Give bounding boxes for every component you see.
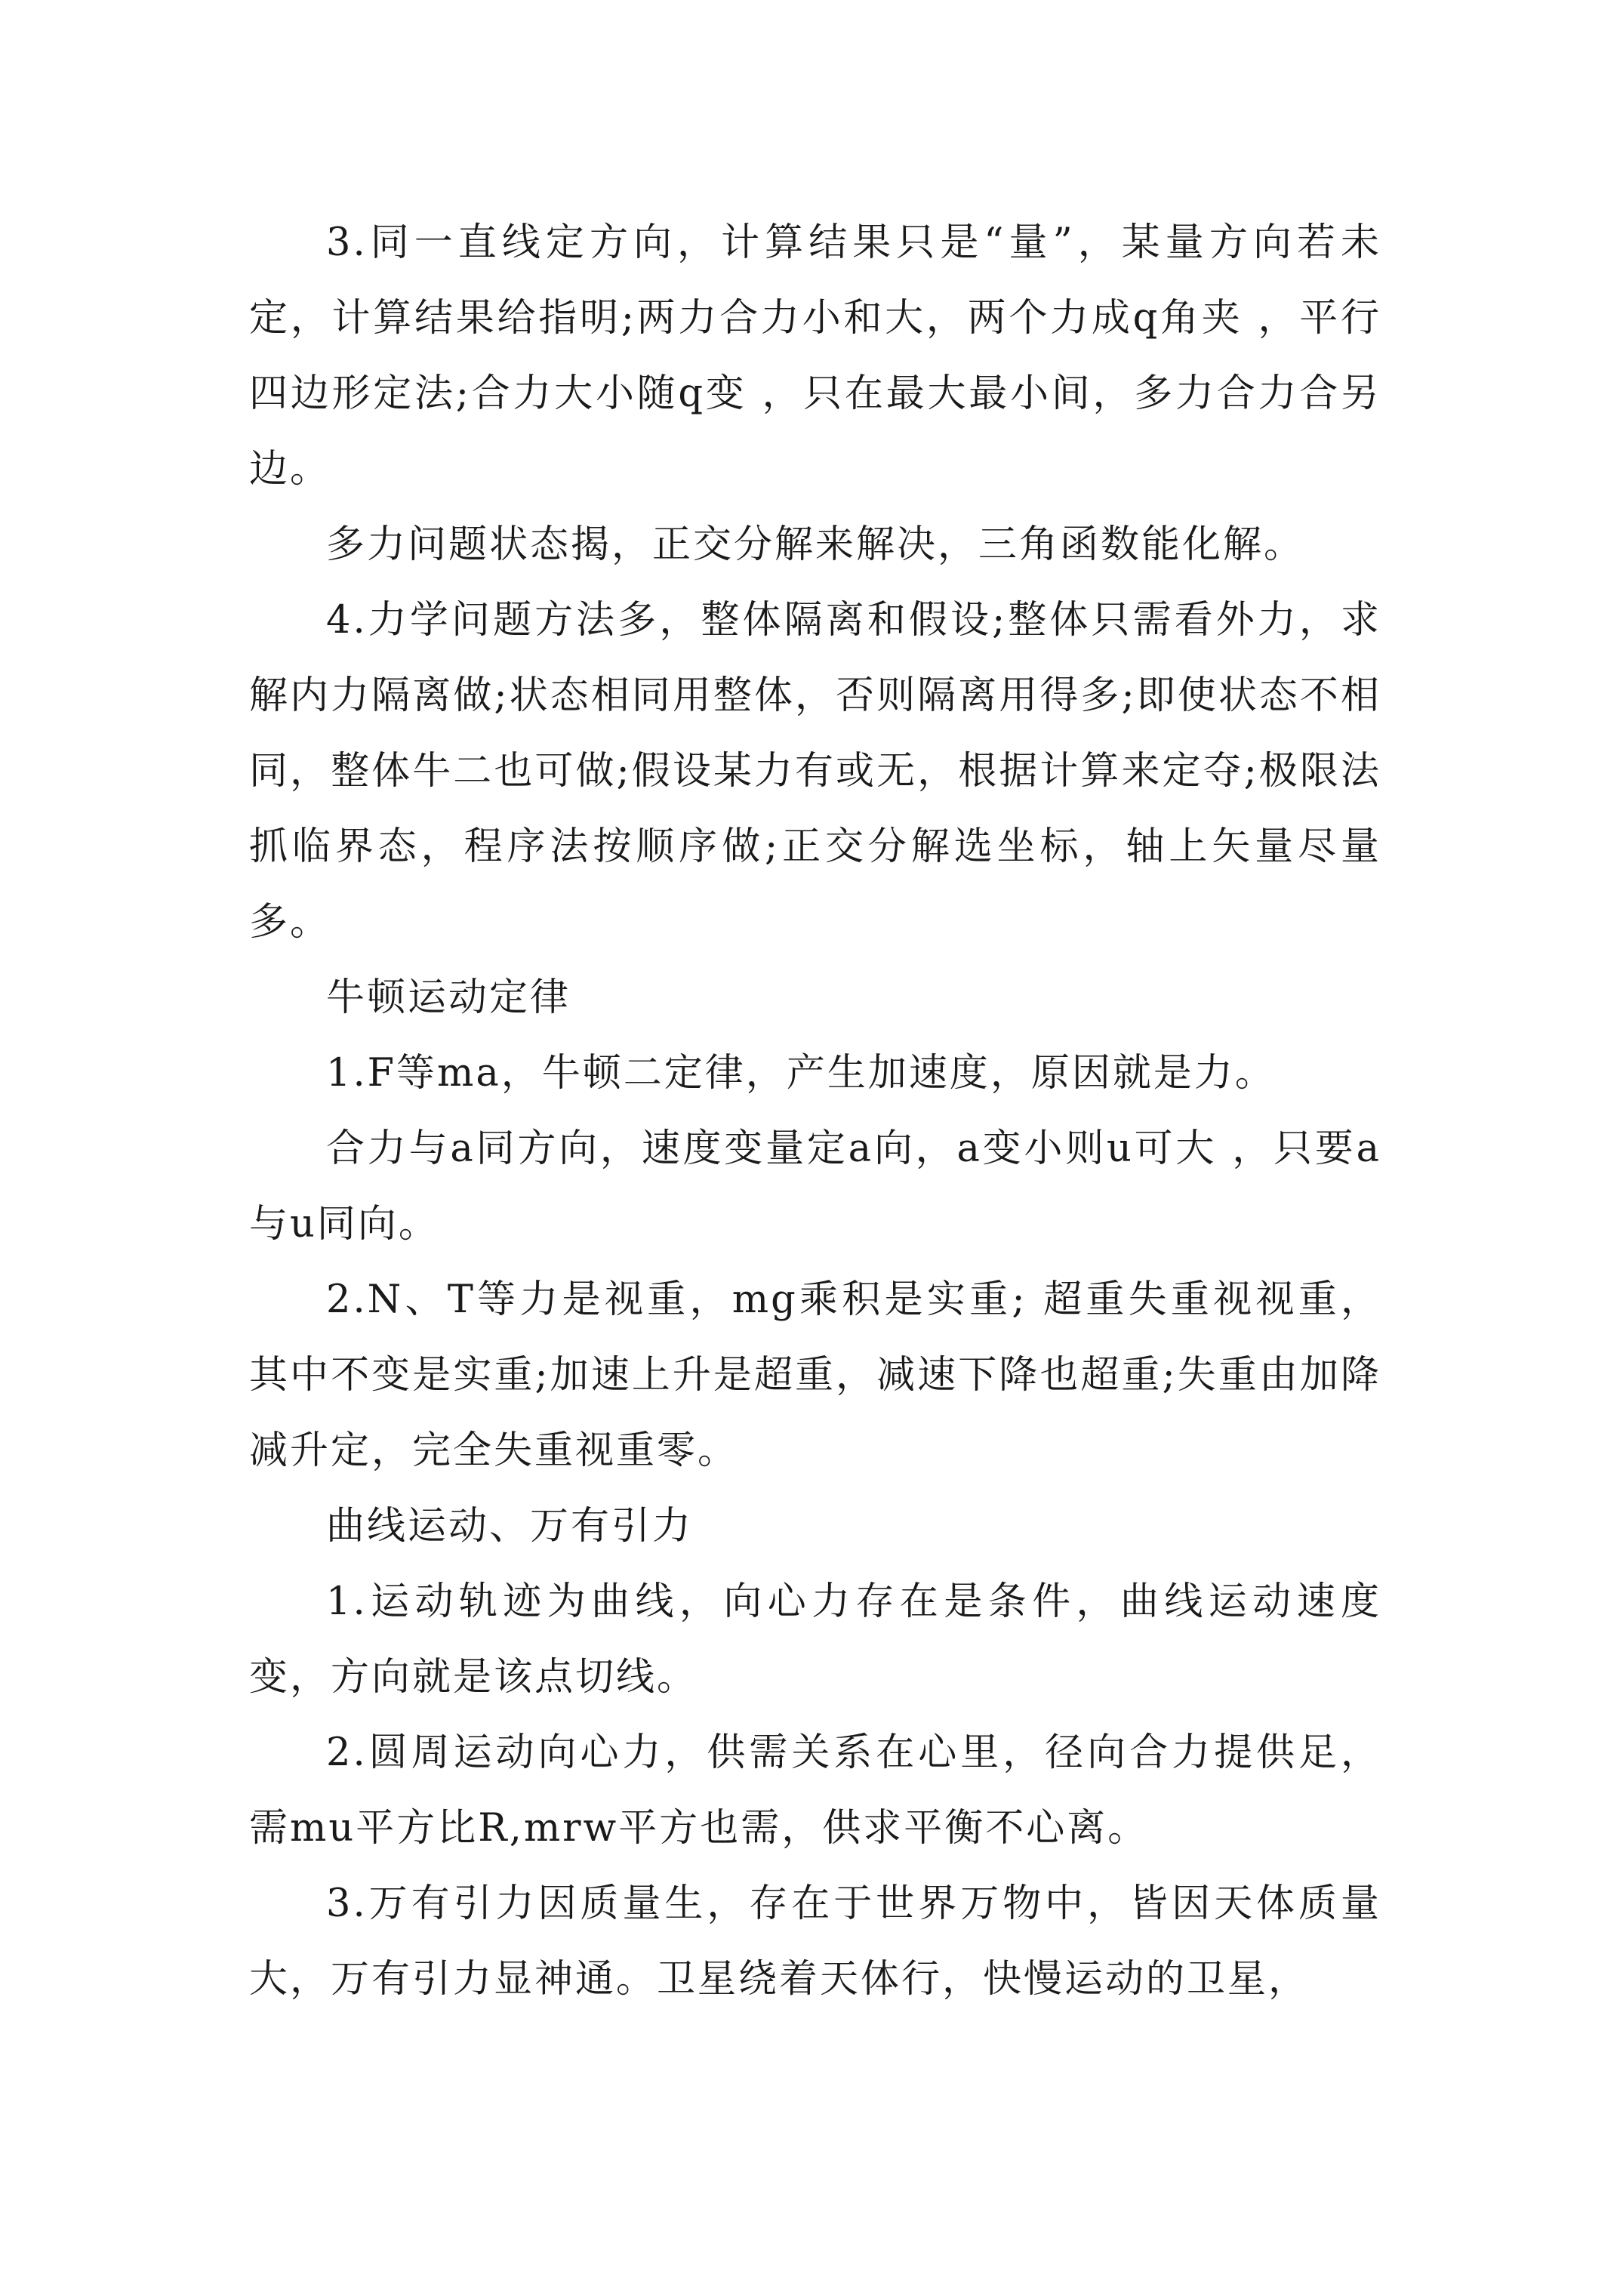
document-body [249,205,1381,2017]
section-heading-curvilinear-gravitation: 曲线运动、万有引力 [326,1504,694,1549]
section-heading-newton-laws: 牛顿运动定律 [326,975,571,1020]
paragraph-curvilinear-motion: 1.运动轨迹为曲线，向心力存在是条件，曲线运动速度变，方向就是该点切线。 [249,1579,1381,1700]
paragraph-acceleration-direction: 合力与a同方向，速度变量定a向，a变小则u可大 ，只要a与u同向。 [249,1126,1381,1247]
paragraph-apparent-weight: 2.N、T等力是视重，mg乘积是实重; 超重失重视视重，其中不变是实重;加速上升是超重，减速下降也超重;失重由加降减升定，完全失重视重零。 [249,1277,1381,1473]
paragraph-universal-gravitation: 3.万有引力因质量生，存在于世界万物中，皆因天体质量大，万有引力显神通。卫星绕着天体行，快慢运动的卫星， [249,1881,1381,2002]
paragraph-mechanics-methods: 4.力学问题方法多，整体隔离和假设;整体只需看外力，求解内力隔离做;状态相同用整体，否则隔离用得多;即使状态不相同，整体牛二也可做;假设某力有或无，根据计算来定夺;极限法抓临界态，程序法按顺序做;正交分解选坐标，轴上矢量尽量多。 [249,598,1381,945]
paragraph-multi-force: 多力问题状态揭，正交分解来解决，三角函数能化解。 [326,522,1305,567]
paragraph-newton-second-law: 1.F等ma，牛顿二定律，产生加速度，原因就是力。 [326,1051,1276,1096]
paragraph-force-direction: 3.同一直线定方向，计算结果只是“量”，某量方向若未定，计算结果给指明;两力合力小和大，两个力成q角夹 ，平行四边形定法;合力大小随q变 ，只在最大最小间，多力合力合另边。 [249,220,1381,492]
paragraph-circular-motion: 2.圆周运动向心力，供需关系在心里，径向合力提供足，需mu平方比R,mrw平方也需，供求平衡不心离。 [249,1730,1381,1851]
